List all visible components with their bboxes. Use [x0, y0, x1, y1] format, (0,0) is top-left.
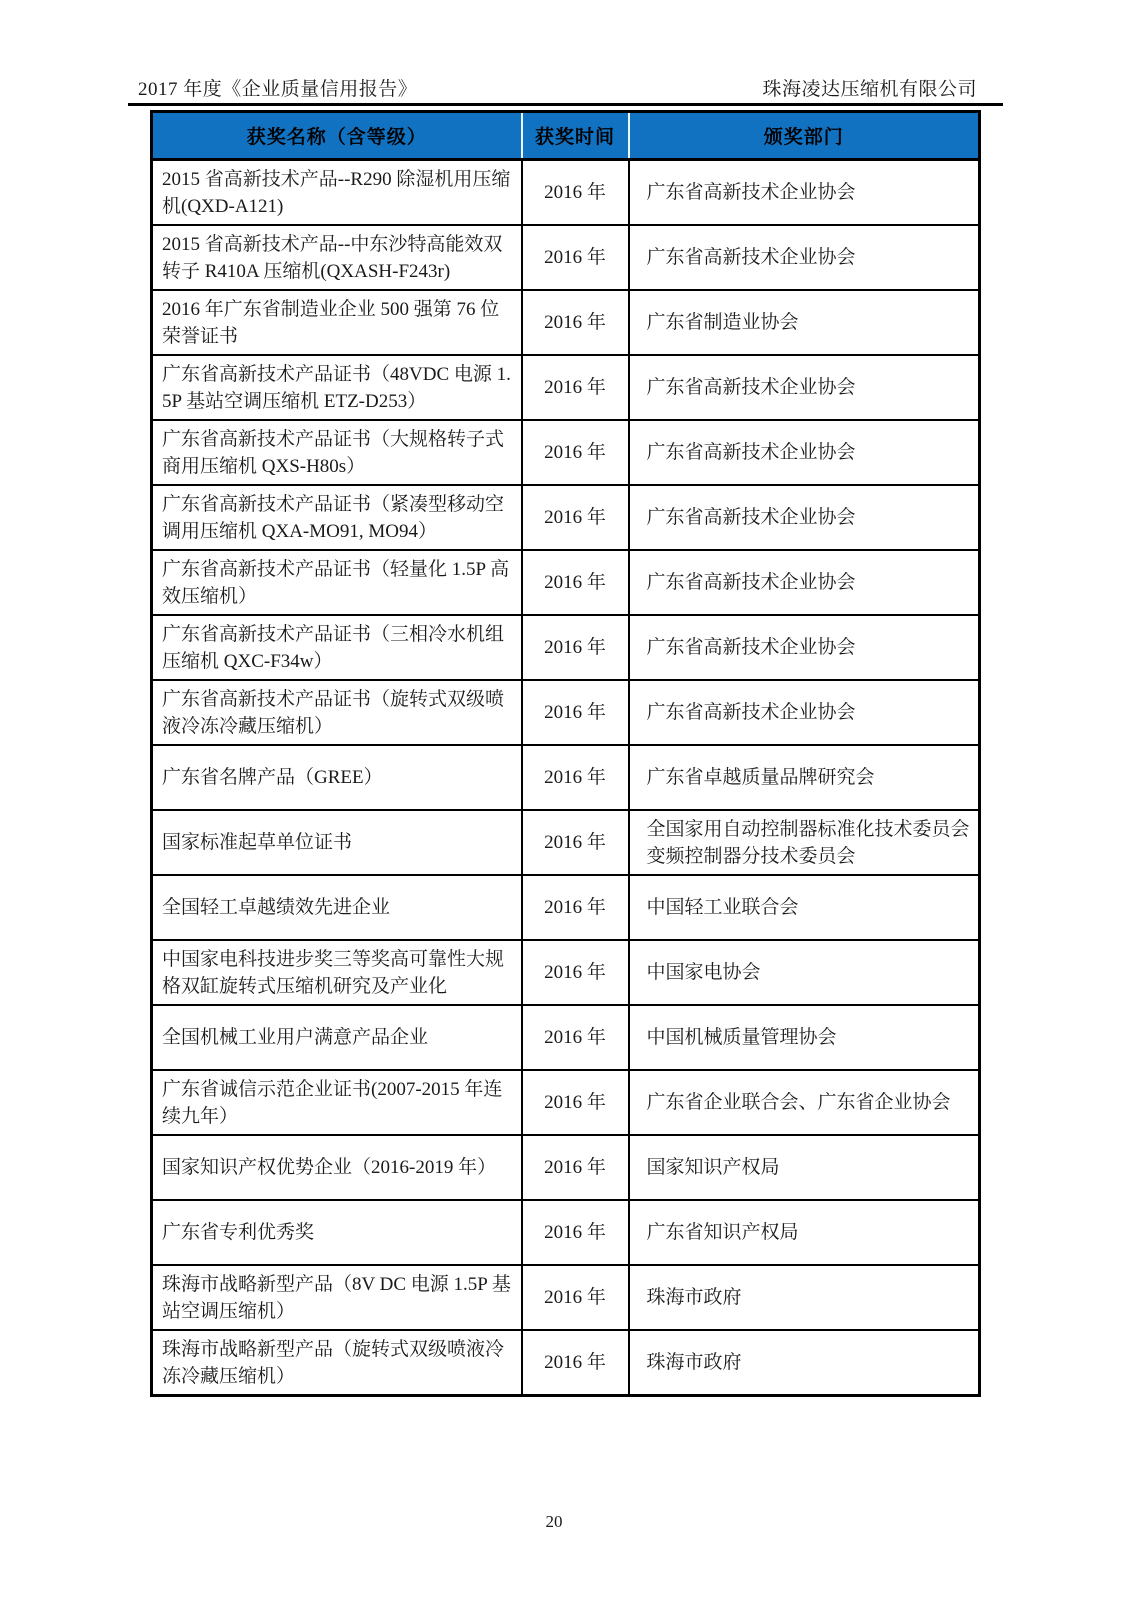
award-name-cell: 广东省高新技术产品证书（旋转式双级喷液冷冻冷藏压缩机）	[152, 680, 522, 745]
awards-table	[150, 110, 981, 1397]
award-name-cell: 2015 省高新技术产品--中东沙特高能效双转子 R410A 压缩机(QXASH-F243r)	[152, 225, 522, 290]
award-dept-cell: 国家知识产权局	[629, 1135, 980, 1200]
award-dept-cell: 广东省高新技术企业协会	[629, 680, 980, 745]
award-time-cell: 2016 年	[522, 1330, 629, 1396]
award-name-cell: 全国轻工卓越绩效先进企业	[152, 875, 522, 940]
page-number: 20	[545, 1512, 563, 1531]
award-dept-cell: 广东省高新技术企业协会	[629, 615, 980, 680]
award-name-cell: 国家标准起草单位证书	[152, 810, 522, 875]
award-dept-cell: 中国机械质量管理协会	[629, 1005, 980, 1070]
award-time-cell: 2016 年	[522, 160, 629, 226]
column-header-award-department: 颁奖部门	[629, 112, 980, 160]
award-name-cell: 广东省名牌产品（GREE）	[152, 745, 522, 810]
award-dept-cell: 广东省高新技术企业协会	[629, 420, 980, 485]
award-time-cell: 2016 年	[522, 615, 629, 680]
award-name-cell: 广东省高新技术产品证书（轻量化 1.5P 高效压缩机）	[152, 550, 522, 615]
award-dept-cell: 广东省高新技术企业协会	[629, 225, 980, 290]
award-dept-cell: 珠海市政府	[629, 1330, 980, 1396]
award-dept-cell: 中国轻工业联合会	[629, 875, 980, 940]
award-name-cell: 2016 年广东省制造业企业 500 强第 76 位荣誉证书	[152, 290, 522, 355]
report-title: 2017 年度《企业质量信用报告》	[138, 79, 418, 100]
award-dept-cell: 广东省高新技术企业协会	[629, 485, 980, 550]
award-name-cell: 广东省高新技术产品证书（48VDC 电源 1.5P 基站空调压缩机 ETZ-D253）	[152, 355, 522, 420]
award-name-cell: 广东省诚信示范企业证书(2007-2015 年连续九年）	[152, 1070, 522, 1135]
award-time-cell: 2016 年	[522, 1135, 629, 1200]
award-time-cell: 2016 年	[522, 680, 629, 745]
award-time-cell: 2016 年	[522, 550, 629, 615]
award-dept-cell: 全国家用自动控制器标准化技术委员会变频控制器分技术委员会	[629, 810, 980, 875]
award-time-cell: 2016 年	[522, 225, 629, 290]
award-dept-cell: 珠海市政府	[629, 1265, 980, 1330]
table-row	[152, 1330, 980, 1396]
award-name-cell: 珠海市战略新型产品（8V DC 电源 1.5P 基站空调压缩机）	[152, 1265, 522, 1330]
award-dept-cell: 中国家电协会	[629, 940, 980, 1005]
table-row	[152, 1070, 980, 1135]
table-header-row	[152, 112, 980, 160]
table-row	[152, 1135, 980, 1200]
table-row	[152, 680, 980, 745]
award-dept-cell: 广东省卓越质量品牌研究会	[629, 745, 980, 810]
table-row	[152, 810, 980, 875]
award-time-cell: 2016 年	[522, 745, 629, 810]
table-row	[152, 1200, 980, 1265]
award-time-cell: 2016 年	[522, 1005, 629, 1070]
table-row	[152, 420, 980, 485]
award-name-cell: 广东省专利优秀奖	[152, 1200, 522, 1265]
award-time-cell: 2016 年	[522, 420, 629, 485]
table-row	[152, 745, 980, 810]
award-dept-cell: 广东省企业联合会、广东省企业协会	[629, 1070, 980, 1135]
table-row	[152, 550, 980, 615]
award-time-cell: 2016 年	[522, 485, 629, 550]
table-row	[152, 290, 980, 355]
award-dept-cell: 广东省高新技术企业协会	[629, 550, 980, 615]
award-time-cell: 2016 年	[522, 1070, 629, 1135]
award-dept-cell: 广东省高新技术企业协会	[629, 160, 980, 226]
award-name-cell: 国家知识产权优势企业（2016-2019 年）	[152, 1135, 522, 1200]
award-dept-cell: 广东省制造业协会	[629, 290, 980, 355]
award-time-cell: 2016 年	[522, 290, 629, 355]
table-row	[152, 1005, 980, 1070]
table-row	[152, 225, 980, 290]
award-dept-cell: 广东省知识产权局	[629, 1200, 980, 1265]
award-time-cell: 2016 年	[522, 940, 629, 1005]
table-row	[152, 615, 980, 680]
award-name-cell: 全国机械工业用户满意产品企业	[152, 1005, 522, 1070]
award-time-cell: 2016 年	[522, 1200, 629, 1265]
award-name-cell: 中国家电科技进步奖三等奖高可靠性大规格双缸旋转式压缩机研究及产业化	[152, 940, 522, 1005]
table-row	[152, 875, 980, 940]
award-name-cell: 广东省高新技术产品证书（紧凑型移动空调用压缩机 QXA-MO91, MO94）	[152, 485, 522, 550]
award-name-cell: 珠海市战略新型产品（旋转式双级喷液冷冻冷藏压缩机）	[152, 1330, 522, 1396]
company-name: 珠海凌达压缩机有限公司	[762, 79, 977, 100]
table-row	[152, 485, 980, 550]
award-time-cell: 2016 年	[522, 355, 629, 420]
award-time-cell: 2016 年	[522, 810, 629, 875]
awards-table-body	[152, 160, 980, 1396]
table-row	[152, 355, 980, 420]
award-name-cell: 广东省高新技术产品证书（三相冷水机组压缩机 QXC-F34w）	[152, 615, 522, 680]
table-row	[152, 160, 980, 226]
award-name-cell: 广东省高新技术产品证书（大规格转子式商用压缩机 QXS-H80s）	[152, 420, 522, 485]
column-header-award-time: 获奖时间	[522, 112, 629, 160]
award-time-cell: 2016 年	[522, 1265, 629, 1330]
table-row	[152, 940, 980, 1005]
award-time-cell: 2016 年	[522, 875, 629, 940]
column-header-award-name: 获奖名称（含等级）	[152, 112, 522, 160]
table-row	[152, 1265, 980, 1330]
header-divider	[128, 103, 1003, 106]
award-name-cell: 2015 省高新技术产品--R290 除湿机用压缩机(QXD-A121)	[152, 160, 522, 226]
award-dept-cell: 广东省高新技术企业协会	[629, 355, 980, 420]
